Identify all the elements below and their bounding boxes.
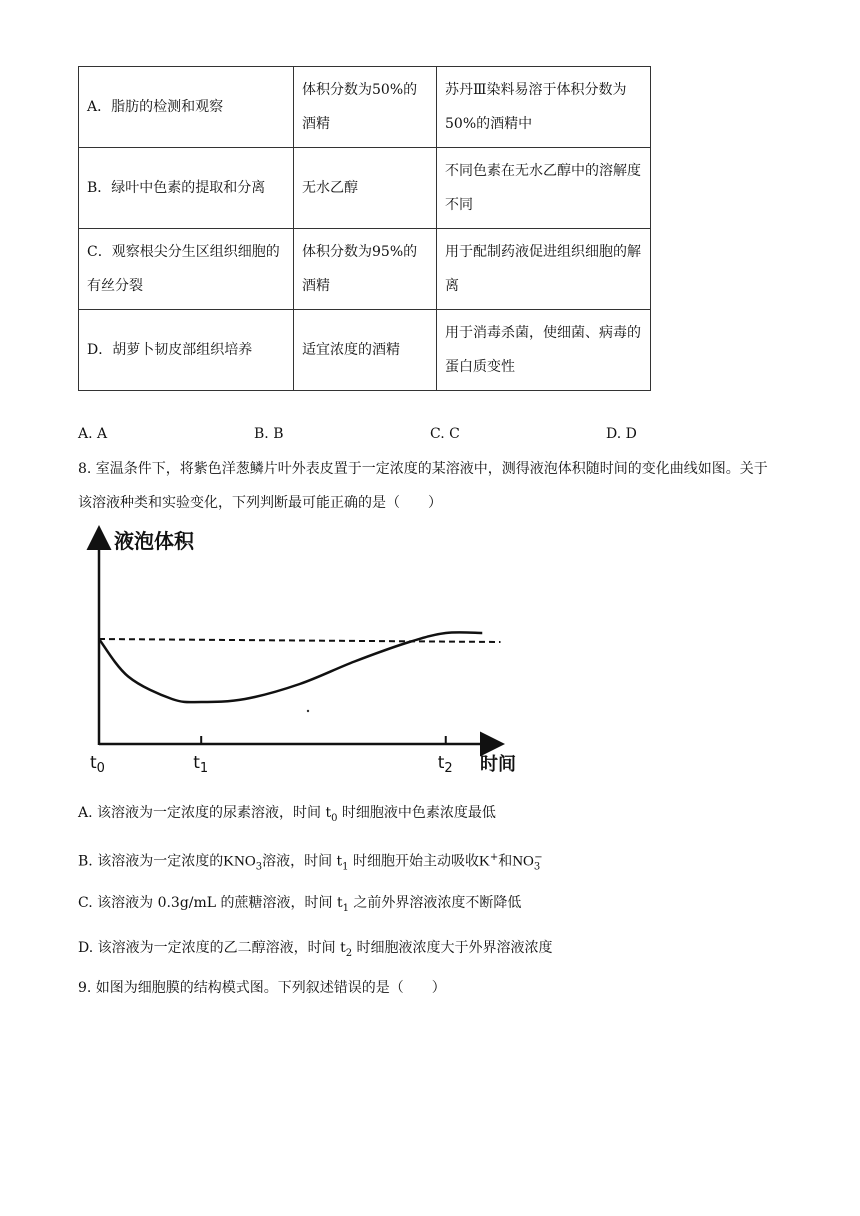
q8-option-b[interactable]: B. 该溶液为一定浓度的$KNO_3$溶液，时间 $t_1$ 时细胞开始主动吸收K+和$NO_3^-$ <box>78 852 543 873</box>
q9-stem: 9. 如图为细胞膜的结构模式图。下列叙述错误的是（ ） <box>78 980 446 996</box>
table-row <box>79 229 651 310</box>
stray-dot <box>307 710 309 712</box>
experiment-cell: C．观察根尖分生区组织细胞的有丝分裂 <box>79 229 294 310</box>
y-axis-label: 液泡体积 <box>114 529 194 553</box>
q8-option-c[interactable]: C. 该溶液为 0.3g/mL 的蔗糖溶液，时间 $t_1$ 之前外界溶液浓度不断降低 <box>78 895 522 914</box>
experiment-cell: D．胡萝卜韧皮部组织培养 <box>79 310 294 391</box>
q8-option-a[interactable]: A. 该溶液为一定浓度的尿素溶液，时间 $t_0$ 时细胞液中色素浓度最低 <box>78 805 496 824</box>
volume-curve <box>99 632 482 702</box>
reagent-cell: 体积分数为50%的酒精 <box>294 67 437 148</box>
q8-option-d[interactable]: D. 该溶液为一定浓度的乙二醇溶液，时间 $t_2$ 时细胞液浓度大于外界溶液浓度 <box>78 940 553 959</box>
tick-label-t0: $t_0$ <box>90 753 105 776</box>
q7-option-d[interactable]: D. D <box>606 426 637 442</box>
q7-option-a[interactable]: A. A <box>78 426 108 442</box>
x-axis-label: 时间 <box>480 754 516 775</box>
vacuole-volume-chart <box>80 520 540 780</box>
purpose-cell: 用于配制药液促进组织细胞的解离 <box>437 229 651 310</box>
q8-stem: 8. 室温条件下，将紫色洋葱鳞片叶外表皮置于一定浓度的某溶液中，测得液泡体积随时间的变化曲线如图。关于该溶液种类和实验变化，下列判断最可能正确的是（ ） <box>78 461 768 511</box>
table-row <box>79 67 651 148</box>
purpose-cell: 不同色素在无水乙醇中的溶解度不同 <box>437 148 651 229</box>
q7-option-c[interactable]: C. C <box>430 426 460 442</box>
tick-label-t1: $t_1$ <box>193 753 209 776</box>
reagent-table <box>78 66 651 391</box>
table-row <box>79 310 651 391</box>
q7-option-b[interactable]: B. B <box>254 426 284 442</box>
experiment-cell: A．脂肪的检测和观察 <box>79 67 294 148</box>
table-row <box>79 148 651 229</box>
reagent-cell: 无水乙醇 <box>294 148 437 229</box>
purpose-cell: 用于消毒杀菌，使细菌、病毒的蛋白质变性 <box>437 310 651 391</box>
purpose-cell: 苏丹Ⅲ染料易溶于体积分数为50%的酒精中 <box>437 67 651 148</box>
reagent-cell: 体积分数为95%的酒精 <box>294 229 437 310</box>
tick-label-t2: $t_2$ <box>437 753 453 776</box>
reagent-cell: 适宜浓度的酒精 <box>294 310 437 391</box>
reference-dashed-line <box>99 639 501 642</box>
experiment-cell: B．绿叶中色素的提取和分离 <box>79 148 294 229</box>
